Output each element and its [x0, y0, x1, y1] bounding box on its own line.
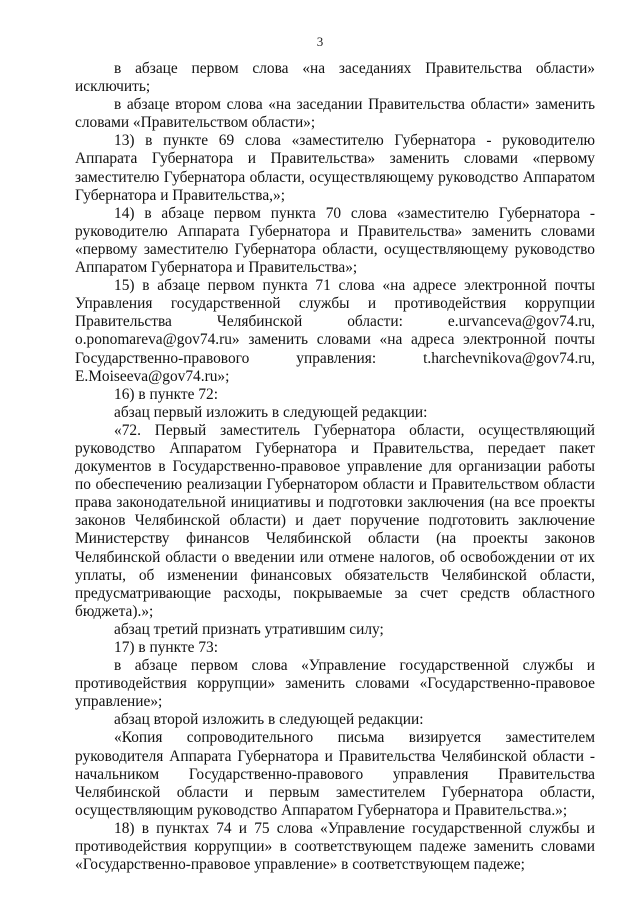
paragraph: 14) в абзаце первом пункта 70 слова «заместителю Губернатора - руководителю Аппарата Губернатора и Правительства» заменить словами «первому заместителю Губернатора области, осуществляющему руководство Аппаратом Губернатора и Правительства»; — [75, 204, 595, 277]
paragraph: 13) в пункте 69 слова «заместителю Губернатора - руководителю Аппарата Губернатора и Правительства» заменить словами «первому заместителю Губернатора области, осуществляющему руководство Аппаратом Губернатора и Правительства,»; — [75, 132, 595, 204]
paragraph: 16) в пункте 72: — [114, 385, 218, 403]
paragraph: 18) в пунктах 74 и 75 слова «Управление государственной службы и противодействия коррупции» в соответствующем падеже заменить словами «Государственно-правовое управление» в соответствующем падеже; — [75, 819, 595, 874]
paragraph: 17) в пункте 73: — [114, 639, 218, 656]
paragraph: в абзаце втором слова «на заседании Правительства области» заменить словами «Правительством области»; — [75, 96, 595, 132]
paragraph: абзац третий признать утратившим силу; — [114, 620, 384, 638]
paragraph: «72. Первый заместитель Губернатора области, осуществляющий руководство Аппаратом Губернатора и Правительства, передает пакет документов в Государственно-правовое управление для организации работы по обеспечению реализации Губернатором области и Правительством области права законодательной инициативы и подготовки заключения (на все проекты законов Челябинской области) и дает поручение подготовить заключение Министерству финансов Челябинской области (на проекты законов Челябинской области о введении или отмене налогов, об освобождении от их уплаты, об изменении финансовых обязательств Челябинской области, предусматривающие расходы, покрываемые за счет средств областного бюджета).»; — [75, 421, 595, 620]
paragraph: «Копия сопроводительного письма визируется заместителем руководителя Аппарата Губернатора и Правительства Челябинской области - начальником Государственно-правового управления Правительства Челябинской области и первым заместителем Губернатора области, осуществляющим руководство Аппаратом Губернатора и Правительства.»; — [75, 729, 595, 819]
paragraph: в абзаце первом слова «на заседаниях Правительства области» исключить; — [75, 60, 595, 96]
document-body — [75, 60, 595, 874]
paragraph: в абзаце первом слова «Управление государственной службы и противодействия коррупции» заменить словами «Государственно-правовое управление»; — [75, 657, 595, 711]
paragraph: абзац второй изложить в следующей редакции: — [114, 711, 424, 729]
page-number: 3 — [316, 34, 324, 49]
paragraph: 15) в абзаце первом пункта 71 слова «на адресе электронной почты Управления государственной службы и противодействия коррупции Правительства Челябинской области: e.urvanceva@gov74.ru, o.ponomareva@gov74.ru» заменить словами «на адреса электронной почты Государственно-правового управления: t.harchevnikova@gov74.ru, E.Moiseeva@gov74.ru»; — [75, 277, 595, 385]
paragraph: абзац первый изложить в следующей редакции: — [114, 403, 428, 421]
